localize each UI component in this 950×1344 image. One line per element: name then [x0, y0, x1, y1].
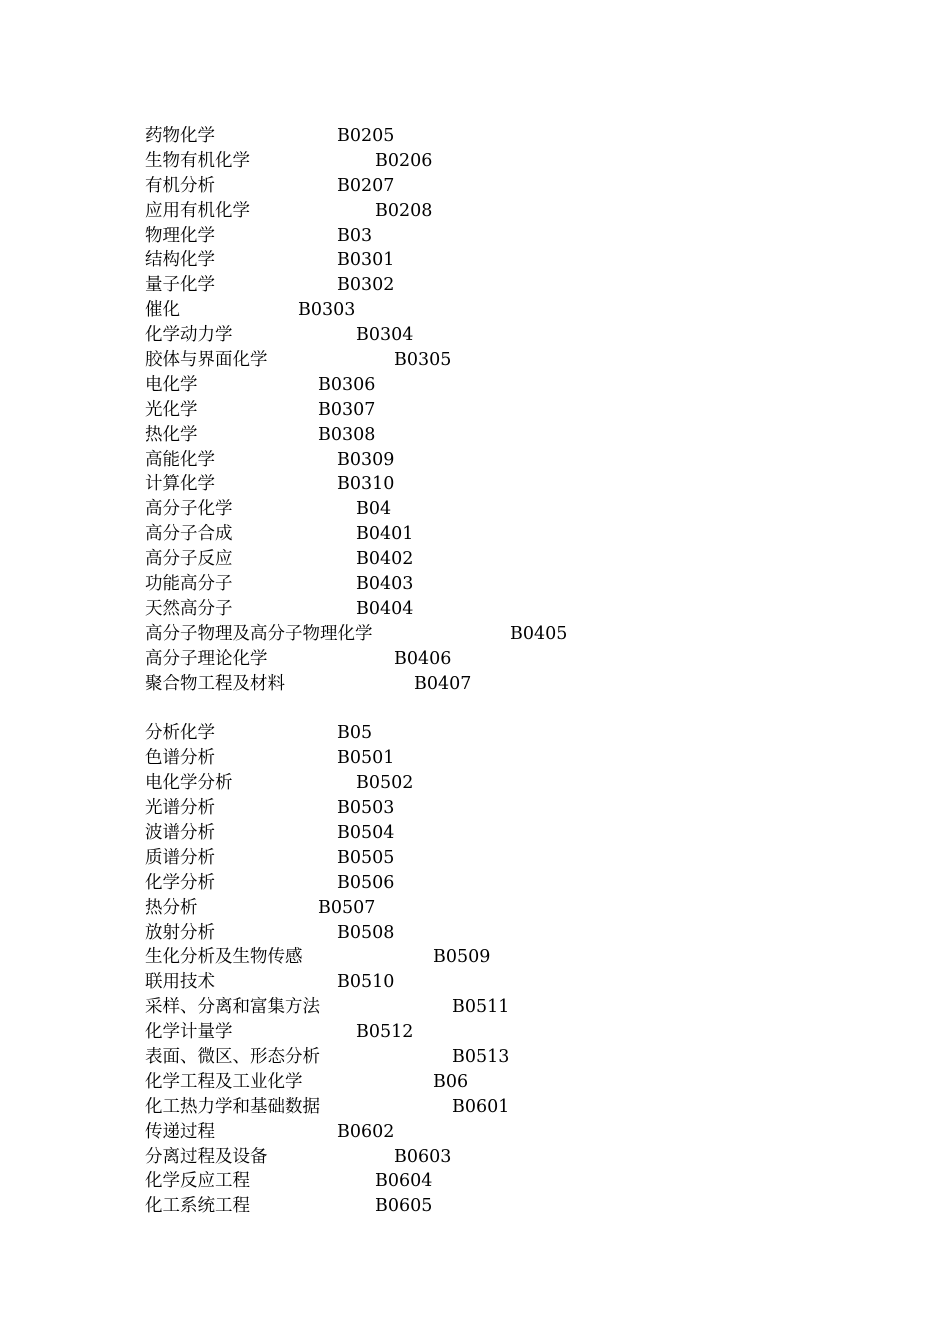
discipline-name: 化学分析	[145, 872, 215, 893]
list-item	[145, 921, 905, 946]
list-item	[145, 1194, 905, 1219]
list-item	[145, 871, 905, 896]
discipline-code: B0405	[510, 623, 568, 644]
discipline-code: B0508	[337, 922, 395, 943]
discipline-code: B0504	[337, 822, 395, 843]
list-item	[145, 348, 905, 373]
discipline-name: 量子化学	[145, 275, 215, 296]
list-item	[145, 696, 905, 721]
discipline-name: 放射分析	[145, 922, 215, 943]
discipline-code: B0603	[394, 1146, 452, 1167]
list-item	[145, 1045, 905, 1070]
list-item	[145, 945, 905, 970]
list-item	[145, 174, 905, 199]
list-item	[145, 771, 905, 796]
discipline-name: 化学动力学	[145, 325, 233, 346]
discipline-name: 热分析	[145, 897, 198, 918]
discipline-code: B0303	[298, 300, 356, 321]
list-item	[145, 298, 905, 323]
list-item	[145, 572, 905, 597]
discipline-code: B0306	[318, 374, 376, 395]
discipline-code: B0205	[337, 126, 395, 146]
discipline-name: 生物有机化学	[145, 150, 250, 171]
list-item	[145, 497, 905, 522]
discipline-name: 结构化学	[145, 250, 215, 271]
discipline-code: B0507	[318, 897, 376, 918]
discipline-code: B0407	[414, 673, 472, 694]
discipline-code: B03	[337, 225, 373, 246]
list-item	[145, 273, 905, 298]
discipline-name: 传递过程	[145, 1121, 215, 1142]
list-item	[145, 1095, 905, 1120]
discipline-code: B0511	[452, 997, 510, 1018]
discipline-code: B0501	[337, 748, 395, 769]
list-item	[145, 423, 905, 448]
discipline-name: 分离过程及设备	[145, 1146, 268, 1167]
discipline-code: B0301	[337, 250, 395, 271]
discipline-name: 色谱分析	[145, 748, 215, 769]
list-item	[145, 472, 905, 497]
discipline-name: 高分子物理及高分子物理化学	[145, 623, 373, 644]
discipline-code: B0404	[356, 598, 414, 619]
discipline-name: 联用技术	[145, 972, 215, 993]
discipline-code: B0402	[356, 549, 414, 570]
discipline-code: B0207	[337, 175, 395, 196]
list-item	[145, 647, 905, 672]
discipline-name: 天然高分子	[145, 598, 233, 619]
discipline-name: 高分子合成	[145, 524, 233, 545]
discipline-name: 化学工程及工业化学	[145, 1071, 303, 1092]
discipline-name: 生化分析及生物传感	[145, 947, 303, 968]
discipline-name: 波谱分析	[145, 822, 215, 843]
discipline-name: 质谱分析	[145, 847, 215, 868]
list-item	[145, 896, 905, 921]
discipline-name: 聚合物工程及材料	[145, 673, 285, 694]
discipline-code: B0308	[318, 424, 376, 445]
list-item	[145, 547, 905, 572]
list-item	[145, 149, 905, 174]
discipline-name: 化工系统工程	[145, 1196, 250, 1217]
discipline-name: 高能化学	[145, 449, 215, 470]
list-item	[145, 672, 905, 697]
list-item	[145, 796, 905, 821]
list-item	[145, 522, 905, 547]
list-item	[145, 821, 905, 846]
discipline-code: B04	[356, 499, 392, 520]
list-item	[145, 597, 905, 622]
discipline-code: B0601	[452, 1096, 510, 1117]
discipline-code: B0602	[337, 1121, 395, 1142]
discipline-name: 采样、分离和富集方法	[145, 997, 320, 1018]
discipline-code: B0208	[375, 200, 433, 221]
discipline-name: 热化学	[145, 424, 198, 445]
discipline-code: B05	[337, 723, 373, 744]
list-item	[145, 373, 905, 398]
discipline-code: B0403	[356, 574, 414, 595]
discipline-code: B0401	[356, 524, 414, 545]
discipline-code: B0513	[452, 1046, 510, 1067]
list-item	[145, 995, 905, 1020]
discipline-code: B0307	[318, 399, 376, 420]
discipline-name: 有机分析	[145, 175, 215, 196]
discipline-code: B0406	[394, 648, 452, 669]
list-item	[145, 1070, 905, 1095]
discipline-name: 电化学分析	[145, 773, 233, 794]
discipline-name: 高分子反应	[145, 549, 233, 570]
discipline-code-list	[145, 124, 905, 1219]
list-item	[145, 199, 905, 224]
discipline-code: B0304	[356, 325, 414, 346]
discipline-code: B0505	[337, 847, 395, 868]
list-item	[145, 622, 905, 647]
list-item	[145, 398, 905, 423]
discipline-code: B0502	[356, 773, 414, 794]
discipline-name: 表面、微区、形态分析	[145, 1046, 320, 1067]
discipline-name: 分析化学	[145, 723, 215, 744]
discipline-code: B06	[433, 1071, 469, 1092]
discipline-code: B0305	[394, 350, 452, 371]
discipline-name: 化工热力学和基础数据	[145, 1096, 320, 1117]
discipline-code: B0503	[337, 798, 395, 819]
discipline-code: B0506	[337, 872, 395, 893]
discipline-name: 高分子化学	[145, 499, 233, 520]
discipline-name: 应用有机化学	[145, 200, 250, 221]
discipline-name: 物理化学	[145, 225, 215, 246]
list-item	[145, 124, 905, 149]
list-item	[145, 1020, 905, 1045]
discipline-code: B0510	[337, 972, 395, 993]
discipline-code: B0605	[375, 1196, 433, 1217]
discipline-name: 光化学	[145, 399, 198, 420]
discipline-code: B0310	[337, 474, 395, 495]
list-item	[145, 448, 905, 473]
list-item	[145, 224, 905, 249]
discipline-code: B0206	[375, 150, 433, 171]
list-item	[145, 323, 905, 348]
list-item	[145, 970, 905, 995]
discipline-code: B0512	[356, 1022, 414, 1043]
list-item	[145, 1120, 905, 1145]
list-item	[145, 746, 905, 771]
discipline-name: 计算化学	[145, 474, 215, 495]
discipline-name: 胶体与界面化学	[145, 350, 268, 371]
discipline-name: 化学反应工程	[145, 1171, 250, 1192]
discipline-code: B0509	[433, 947, 491, 968]
list-item	[145, 846, 905, 871]
list-item	[145, 248, 905, 273]
discipline-code: B0604	[375, 1171, 433, 1192]
discipline-name: 光谱分析	[145, 798, 215, 819]
discipline-name: 化学计量学	[145, 1022, 233, 1043]
discipline-name: 催化	[145, 300, 180, 321]
discipline-code: B0309	[337, 449, 395, 470]
list-item	[145, 721, 905, 746]
list-item	[145, 1169, 905, 1194]
discipline-name: 功能高分子	[145, 574, 233, 595]
discipline-name: 高分子理论化学	[145, 648, 268, 669]
discipline-name: 电化学	[145, 374, 198, 395]
discipline-name: 药物化学	[145, 126, 215, 146]
list-item	[145, 1145, 905, 1170]
discipline-code: B0302	[337, 275, 395, 296]
